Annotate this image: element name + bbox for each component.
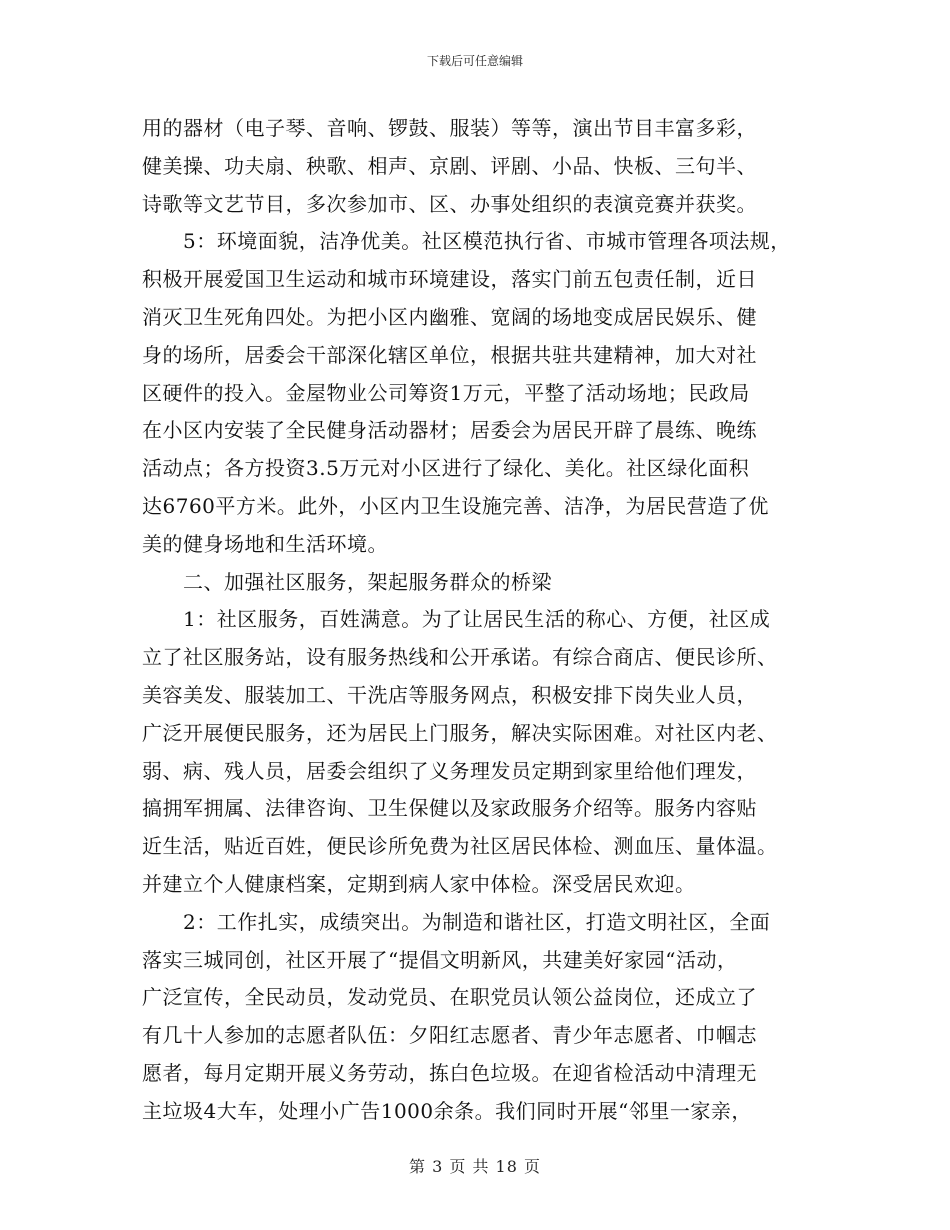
body-line: 区硬件的投入。金屋物业公司筹资1万元，平整了活动场地；民政局 xyxy=(142,380,750,405)
body-line: 美的健身场地和生活环境。 xyxy=(142,531,388,556)
body-line: 落实三城同创，社区开展了“提倡文明新风，共建美好家园“活动， xyxy=(142,947,738,972)
body-line: 5：环境面貌，洁净优美。社区模范执行省、市城市管理各项法规， xyxy=(142,229,791,254)
body-line: 达6760平方米。此外，小区内卫生设施完善、洁净，为居民营造了优 xyxy=(142,493,769,518)
body-line: 用的器材（电子琴、音响、锣鼓、服装）等等，演出节目丰富多彩， xyxy=(142,116,757,140)
body-line: 广泛开展便民服务，还为居民上门服务，解决实际困难。对社区内老、 xyxy=(142,720,778,745)
body-line: 弱、病、残人员，居委会组织了义务理发员定期到家里给他们理发， xyxy=(142,758,757,783)
body-line: 积极开展爱国卫生运动和城市环境建设，落实门前五包责任制，近日 xyxy=(142,267,757,292)
body-line: 2：工作扎实，成绩突出。为制造和谐社区，打造文明社区，全面 xyxy=(142,909,771,934)
body-line: 身的场所，居委会干部深化辖区单位，根据共驻共建精神，加大对社 xyxy=(142,342,757,367)
body-line: 在小区内安装了全民健身活动器材；居委会为居民开辟了晨练、晚练 xyxy=(142,418,757,443)
body-line: 愿者，每月定期开展义务劳动，拣白色垃圾。在迎省检活动中清理无 xyxy=(142,1060,757,1085)
page-header-note: 下载后可任意编辑 xyxy=(426,54,523,68)
body-line: 广泛宣传，全民动员，发动党员、在职党员认领公益岗位，还成立了 xyxy=(142,985,757,1010)
body-line: 近生活，贴近百姓，便民诊所免费为社区居民体检、测血压、量体温。 xyxy=(142,834,778,859)
body-line: 立了社区服务站，设有服务热线和公开承诺。有综合商店、便民诊所、 xyxy=(142,645,778,670)
body-line: 健美操、功夫扇、秧歌、相声、京剧、评剧、小品、快板、三句半、 xyxy=(142,153,757,178)
page-number: 第 3 页 共 18 页 xyxy=(409,1157,541,1176)
body-line: 活动点；各方投资3.5万元对小区进行了绿化、美化。社区绿化面积 xyxy=(142,456,750,481)
body-line: 诗歌等文艺节目，多次参加市、区、办事处组织的表演竞赛并获奖。 xyxy=(142,191,757,216)
body-line: 主垃圾4大车，处理小广告1000余条。我们同时开展“邻里一家亲， xyxy=(142,1098,752,1123)
body-line: 并建立个人健康档案，定期到病人家中体检。深受居民欢迎。 xyxy=(142,871,696,896)
document-body xyxy=(142,110,822,1131)
body-line: 美容美发、服装加工、干洗店等服务网点，积极安排下岗失业人员， xyxy=(142,682,757,707)
body-line: 搞拥军拥属、法律咨询、卫生保健以及家政服务介绍等。服务内容贴 xyxy=(142,796,757,821)
body-line: 有几十人参加的志愿者队伍：夕阳红志愿者、青少年志愿者、巾帼志 xyxy=(142,1023,757,1048)
body-line: 消灭卫生死角四处。为把小区内幽雅、宽阔的场地变成居民娱乐、健 xyxy=(142,304,757,329)
body-line: 1：社区服务，百姓满意。为了让居民生活的称心、方便，社区成 xyxy=(142,607,771,632)
section-heading: 二、加强社区服务，架起服务群众的桥梁 xyxy=(142,569,552,594)
